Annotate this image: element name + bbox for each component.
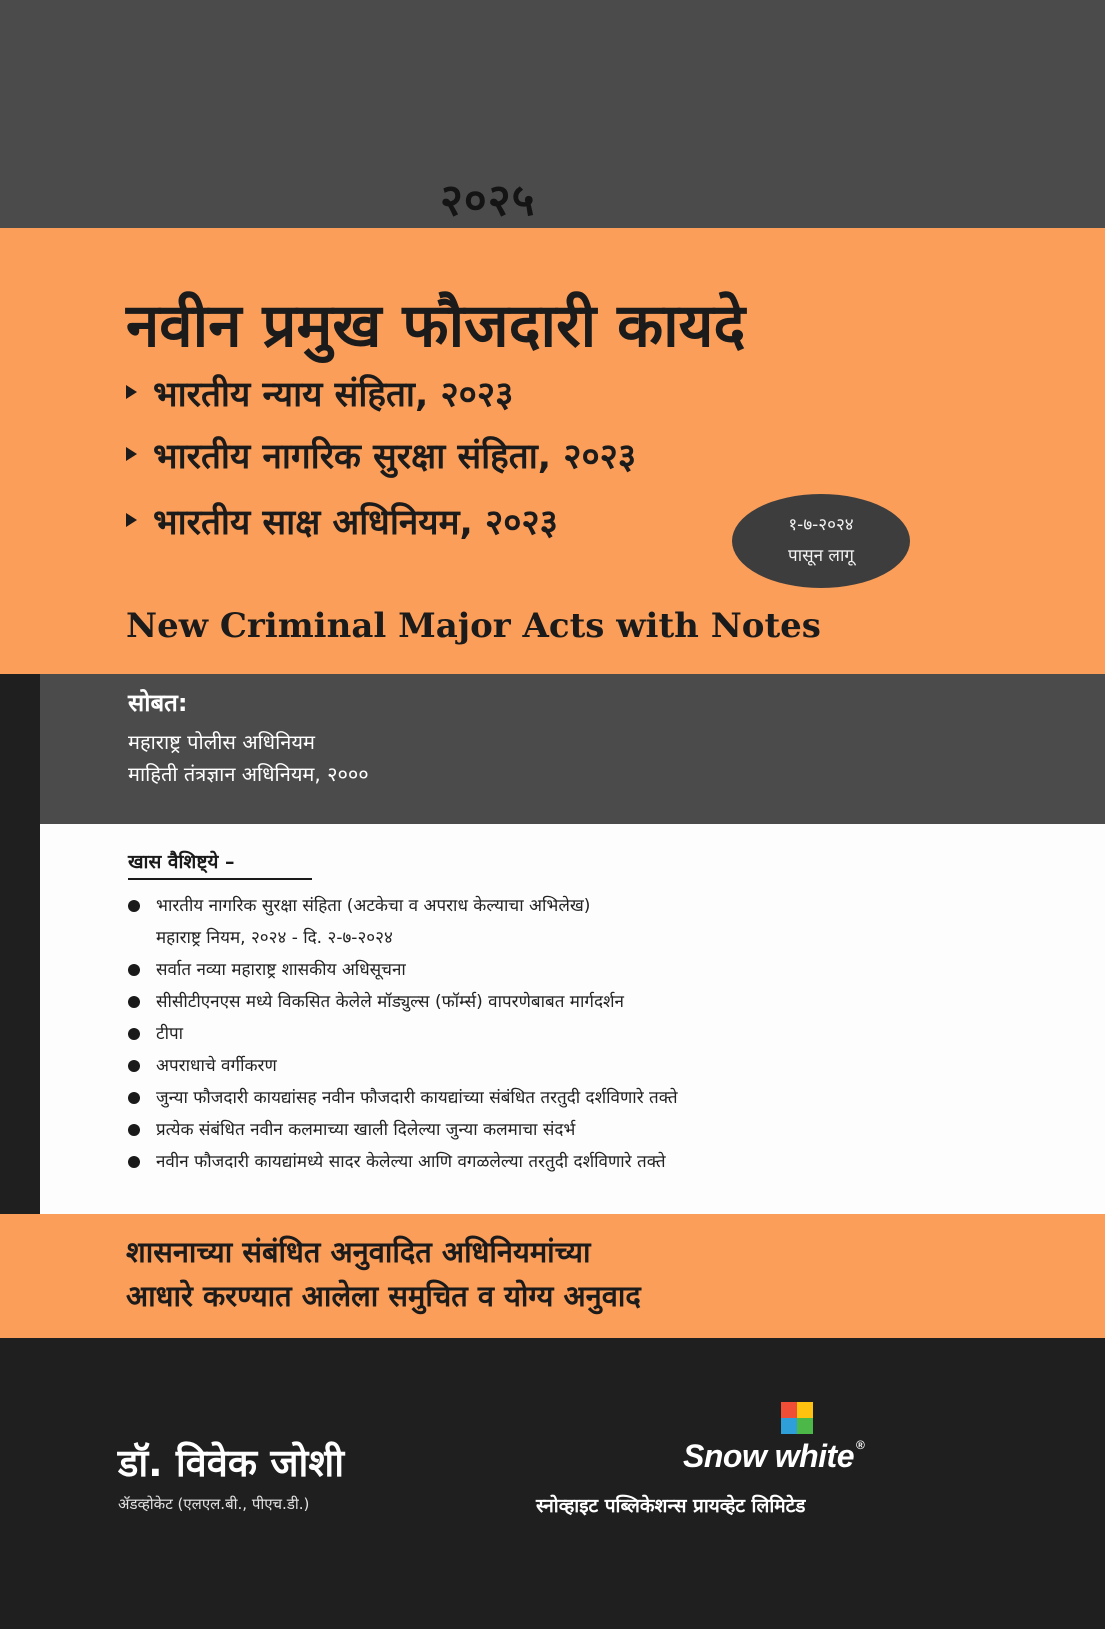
feature-text: टीपा: [156, 1024, 184, 1044]
feature-text: महाराष्ट्र नियम, २०२४ - दि. २-७-२०२४: [156, 928, 393, 948]
triangle-bullet-icon: [126, 513, 137, 527]
act-label: भारतीय नागरिक सुरक्षा संहिता, २०२३: [153, 437, 637, 477]
bullet-dot-icon: [128, 1092, 140, 1104]
bullet-dot-icon: [128, 964, 140, 976]
author-name: डॉ. विवेक जोशी: [118, 1441, 345, 1485]
act-bullet: [126, 498, 558, 545]
logo-tile: [781, 1402, 797, 1418]
feature-text: नवीन फौजदारी कायद्यांमध्ये सादर केलेल्या आणि वगळलेल्या तरतुदी दर्शविणारे तक्ते: [156, 1152, 666, 1172]
feature-item: [128, 890, 1068, 922]
logo-tile: [797, 1402, 813, 1418]
feature-item: [128, 1018, 1068, 1050]
bullet-dot-icon: [128, 1156, 140, 1168]
feature-text: जुन्या फौजदारी कायद्यांसह नवीन फौजदारी कायद्यांच्या संबंधित तरतुदी दर्शविणारे तक्ते: [156, 1088, 678, 1108]
features-title: खास वैशिष्ट्ये –: [128, 851, 235, 873]
feature-text: भारतीय नागरिक सुरक्षा संहिता (अटकेचा व अपराध केल्याचा अभिलेख): [156, 896, 591, 916]
logo-tile: [797, 1418, 813, 1434]
feature-item: [128, 1050, 1068, 1082]
top-band: [0, 0, 1105, 228]
features-list: [128, 890, 1068, 1178]
main-title: नवीन प्रमुख फौजदारी कायदे: [126, 291, 746, 361]
features-title-underline: [128, 878, 312, 880]
bullet-dot-icon: [128, 900, 140, 912]
feature-text: अपराधाचे वर्गीकरण: [156, 1056, 277, 1076]
bullet-dot-icon: [128, 996, 140, 1008]
edition-year: २०२५: [440, 175, 536, 226]
act-bullet: [126, 432, 636, 479]
triangle-bullet-icon: [126, 447, 137, 461]
bullet-dot-icon: [128, 1124, 140, 1136]
feature-item: [128, 1082, 1068, 1114]
translation-note-line: शासनाच्या संबंधित अनुवादित अधिनियमांच्या: [126, 1235, 591, 1269]
brand-name: Snow white: [683, 1438, 854, 1474]
feature-item: [128, 1146, 1068, 1178]
companion-title: सोबत:: [128, 689, 188, 717]
publisher-brand: [683, 1438, 864, 1475]
registered-mark: ®: [856, 1438, 865, 1452]
companion-act: महाराष्ट्र पोलीस अधिनियम: [128, 730, 315, 754]
feature-item-continuation: [128, 922, 1068, 954]
act-bullet: [126, 370, 513, 417]
feature-text: सर्वात नव्या महाराष्ट्र शासकीय अधिसूचना: [156, 960, 406, 980]
feature-text: सीसीटीएनएस मध्ये विकसित केलेले मॉड्युल्स (फॉर्म्स) वापरणेबाबत मार्गदर्शन: [156, 992, 624, 1012]
feature-item: [128, 1114, 1068, 1146]
footer: [0, 1338, 1105, 1629]
effective-date: १-७-२०२४: [788, 515, 854, 535]
companion-act: माहिती तंत्रज्ञान अधिनियम, २०००: [128, 762, 369, 786]
snow-white-logo-icon: [781, 1402, 813, 1434]
feature-text: प्रत्येक संबंधित नवीन कलमाच्या खाली दिलेल्या जुन्या कलमाचा संदर्भ: [156, 1120, 576, 1140]
feature-item: [128, 954, 1068, 986]
publisher-name: स्नोव्हाइट पब्लिकेशन्स प्रायव्हेट लिमिटेड: [536, 1495, 806, 1517]
features-section: [40, 824, 1105, 1214]
triangle-bullet-icon: [126, 385, 137, 399]
translation-note-section: [0, 1214, 1105, 1338]
bullet-dot-icon: [128, 1060, 140, 1072]
logo-tile: [781, 1418, 797, 1434]
act-label: भारतीय साक्ष अधिनियम, २०२३: [153, 503, 558, 543]
english-title: New Criminal Major Acts with Notes: [126, 606, 821, 646]
companion-acts-section: [40, 674, 1105, 824]
translation-note-line: आधारे करण्यात आलेला समुचित व योग्य अनुवाद: [126, 1279, 641, 1313]
effective-date-badge: [732, 494, 910, 588]
act-label: भारतीय न्याय संहिता, २०२३: [153, 375, 514, 415]
bullet-dot-icon: [128, 1028, 140, 1040]
author-credentials: ॲडव्होकेट (एलएल.बी., पीएच.डी.): [118, 1495, 310, 1513]
effective-from-label: पासून लागू: [788, 546, 854, 566]
feature-item: [128, 986, 1068, 1018]
